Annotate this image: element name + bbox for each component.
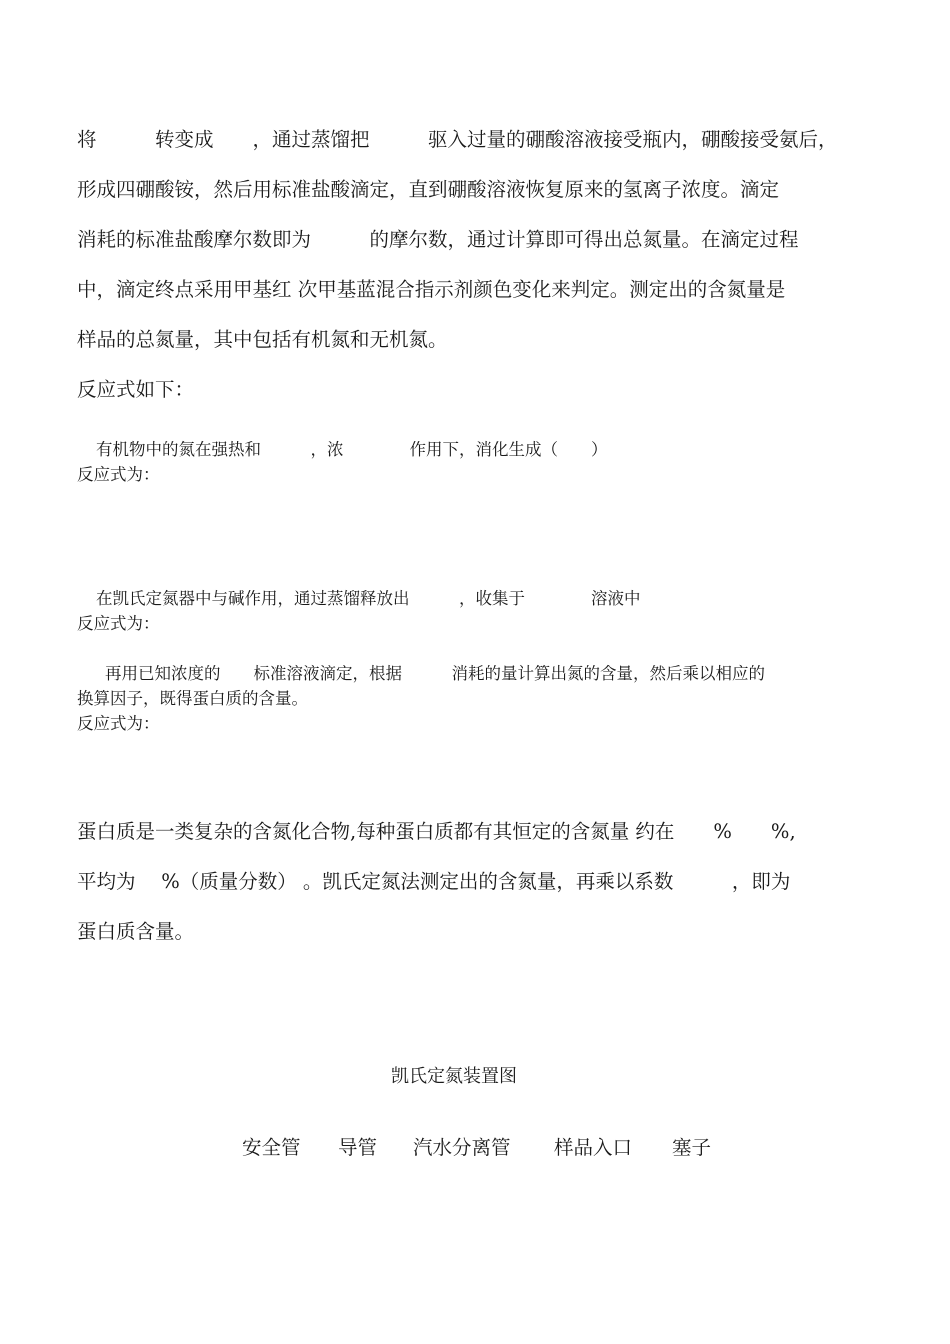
step-1-reaction-label: 反应式为： <box>77 465 160 484</box>
protein-line-1: 蛋白质是一类复杂的含氮化合物,每种蛋白质都有其恒定的含氮量 约在 % %, <box>77 820 796 843</box>
step-2-text: 在凯氏定氮器中与碱作用，通过蒸馏释放出 ，收集于 溶液中 <box>96 589 641 608</box>
intro-line-2: 形成四硼酸铵，然后用标准盐酸滴定，直到硼酸溶液恢复原来的氢离子浓度。滴定 <box>77 178 780 201</box>
protein-line-3: 蛋白质含量。 <box>77 920 195 943</box>
intro-line-4: 中，滴定终点采用甲基红 次甲基蓝混合指示剂颜色变化来判定。测定出的含氮量是 <box>77 278 786 301</box>
label-sample-inlet: 样品入口 <box>554 1136 633 1159</box>
figure-title: 凯氏定氮装置图 <box>391 1066 517 1087</box>
step-3-reaction-label: 反应式为： <box>77 714 160 733</box>
step-1-text: 有机物中的氮在强热和 ，浓 作用下，消化生成（ ） <box>96 440 608 459</box>
label-stopper: 塞子 <box>672 1136 712 1159</box>
reaction-heading: 反应式如下： <box>77 378 195 401</box>
intro-line-5: 样品的总氮量，其中包括有机氮和无机氮。 <box>77 328 448 351</box>
protein-line-2: 平均为 %（质量分数） 。凯氏定氮法测定出的含氮量，再乘以系数 ，即为 <box>77 870 791 893</box>
step-2-reaction-label: 反应式为： <box>77 614 160 633</box>
step-3-text-line-2: 换算因子，既得蛋白质的含量。 <box>77 689 308 708</box>
step-3-text-line-1: 再用已知浓度的 标准溶液滴定，根据 消耗的量计算出氮的含量，然后乘以相应的 <box>105 664 765 683</box>
intro-line-3: 消耗的标准盐酸摩尔数即为 的摩尔数，通过计算即可得出总氮量。在滴定过程 <box>77 228 799 251</box>
label-steam-separator: 汽水分离管 <box>413 1136 511 1159</box>
label-safety-tube: 安全管 <box>242 1136 301 1159</box>
label-conduit: 导管 <box>338 1136 378 1159</box>
intro-line-1: 将 转变成 ，通过蒸馏把 驱入过量的硼酸溶液接受瓶内，硼酸接受氨后， <box>77 128 838 151</box>
